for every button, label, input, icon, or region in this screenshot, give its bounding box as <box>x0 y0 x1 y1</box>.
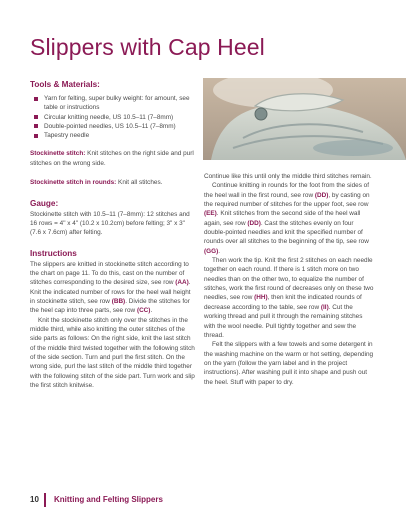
row-ref-gg: (GG) <box>204 247 219 255</box>
row-ref-ii: (II) <box>320 303 329 311</box>
gauge-heading: Gauge: <box>30 198 59 208</box>
footer-divider <box>44 493 46 507</box>
text-run: , by casting on the required number of stitches for the upper foot, see row <box>204 191 370 209</box>
slipper-illustration <box>203 78 406 160</box>
book-title: Knitting and Felting Slippers <box>54 495 163 504</box>
text-run: Then work the tip. Knit the first 2 stitches on each needle together on each round. If there is 1 stitch more on two needles than on the other two, to equalize the number of stitches, work the first round of decreases only on these two needles, see row <box>204 257 374 302</box>
text-run: . Divide the stitches for the heel cap into three parts, see row <box>30 297 190 315</box>
instructions-paragraph-6: Felt the slippers with a few towels and some detergent in the washing machine on the warm or hot setting, depending on the yarn (follow the yarn label and in the project instructions). After washing pull it into shape and push out the heel. Stuff with paper to dry. <box>204 341 374 386</box>
instructions-paragraph-1 <box>30 260 196 316</box>
row-ref-hh: (HH) <box>254 294 268 302</box>
page-title: Slippers with Cap Heel <box>30 34 265 60</box>
instructions-paragraph-4 <box>204 181 374 256</box>
text-run: The slippers are knitted in stockinette stitch according to the chart on page 11. To do this, cast on the number of stitches corresponding to the desired size, see row <box>30 260 189 287</box>
text-run: . Cast the stitches evenly on four double-pointed needles and knit the specified number of rounds over all stitches to the beginning of the tip, see row <box>204 219 369 246</box>
text-run: . <box>218 247 220 255</box>
text-run: Continue knitting in rounds for the foot from the sides of the heel wall in the first round, see row <box>204 182 370 199</box>
slipper-photo <box>203 78 406 160</box>
gauge-text: Stockinette stitch with 10.5–11 (7–8mm): 12 stitches and 16 rows = 4" x 4" (10.2 x 10.2cm) before felting; 3" x 3" (7.6 x 7.6cm) after felting. <box>30 210 190 237</box>
tools-heading: Tools & Materials: <box>30 80 100 89</box>
right-column <box>204 172 374 387</box>
row-ref-bb: (BB) <box>111 297 126 305</box>
instructions-paragraph-2: Knit the stockinette stitch only over the stitches in the middle third, while also knitting the outer stitches of the side parts as follows: On the right side, knit the last stitch of the middle third twisted together with the following stitch of the side section. Turn and purl the first stitch. On the wrong side, purl the last stitch of the middle third together with the following stitch of the side part. Turn work and slip the first stitch knitwise. <box>30 316 195 390</box>
stockinette-label: Stockinette stitch: <box>30 150 86 158</box>
row-ref-cc: (CC) <box>136 307 151 315</box>
left-column <box>30 80 196 390</box>
rounds-paragraph <box>30 178 196 187</box>
tools-item: Circular knitting needle, US 10.5–11 (7–8mm) <box>34 113 196 122</box>
row-ref-dd: (DD) <box>247 219 261 227</box>
row-ref-dd: (DD) <box>314 191 329 199</box>
rounds-text: Knit all stitches. <box>116 179 163 187</box>
text-run: . Knit stitches from the second side of the heel wall again, see row <box>204 210 361 227</box>
row-ref-ee: (EE) <box>204 210 217 218</box>
text-run: . Cut the working thread and pull it through the remaining stitches with the wool needle. Pull tightly together and sew the thread. <box>204 303 363 339</box>
row-ref-aa: (AA) <box>175 279 189 287</box>
tools-item: Double-pointed needles, US 10.5–11 (7–8mm) <box>34 122 196 131</box>
tools-item: Tapestry needle <box>34 131 196 140</box>
stockinette-paragraph <box>30 149 196 168</box>
stockinette-text: Knit stitches on the right side and purl stitches on the wrong side. <box>30 150 194 167</box>
page-number: 10 <box>30 495 39 504</box>
tools-item: Yarn for felting, super bulky weight: for amount, see table or instructions <box>34 94 196 113</box>
instructions-paragraph-3: Continue like this until only the middle third stitches remain. <box>204 173 372 180</box>
rounds-label: Stockinette stitch in rounds: <box>30 179 117 187</box>
text-run: , then knit the indicated rounds of decrease according to the table, see row <box>204 294 362 311</box>
tools-list <box>34 94 196 140</box>
text-run: . <box>150 307 153 315</box>
text-run: . Knit the indicated number of rows for the heel wall height in stockinette stitch, see row <box>30 279 191 305</box>
page-footer <box>30 493 406 507</box>
instructions-paragraph-5 <box>204 256 374 340</box>
instructions-heading: Instructions <box>30 248 77 258</box>
